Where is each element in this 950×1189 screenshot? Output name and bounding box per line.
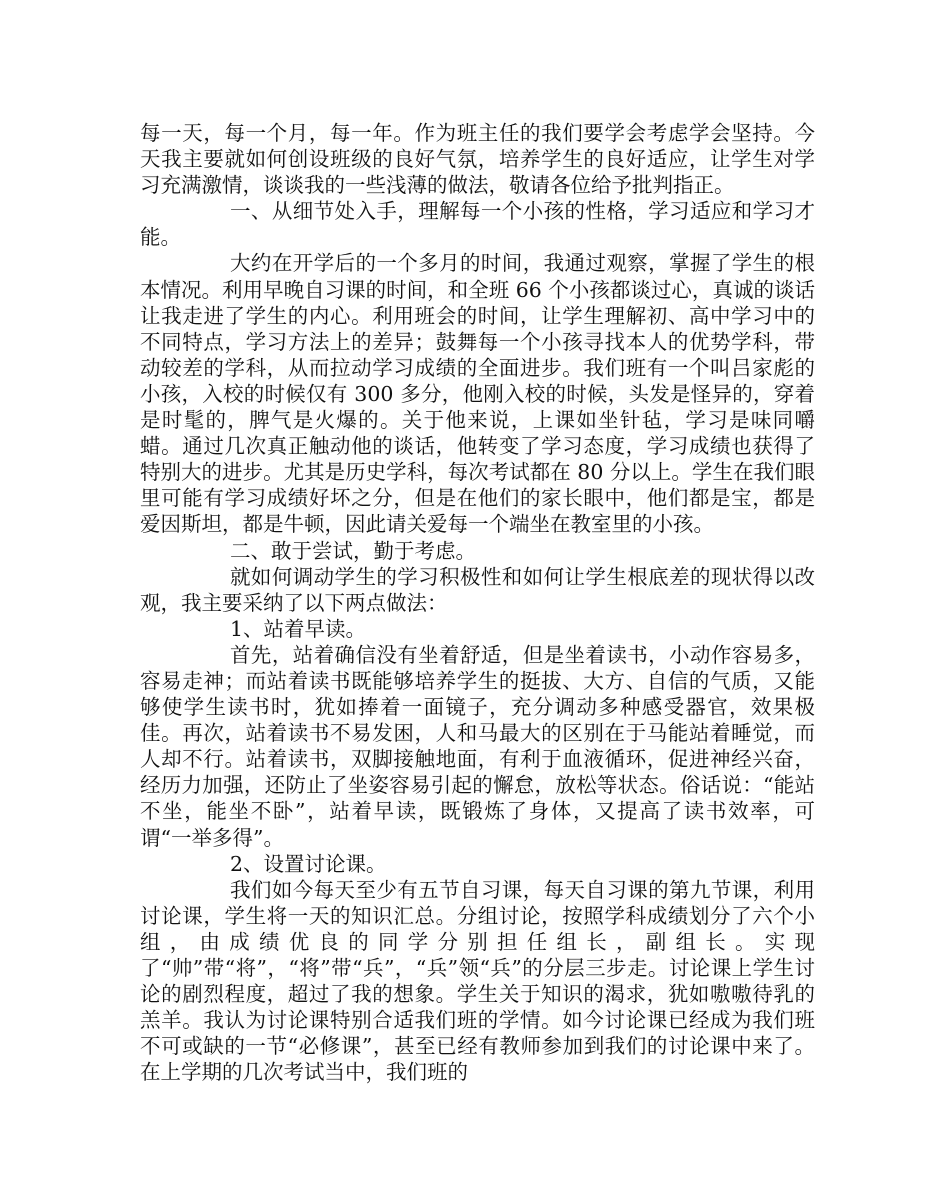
- subheading-standing-reading: 1、站着早读。: [230, 616, 367, 641]
- paragraph-section-1-body: 大约在开学后的一个多月的时间，我通过观察，掌握了学生的根本情况。利用早晚自习课的时间，和全班 66 个小孩都谈过心，真诚的谈话让我走进了学生的内心。利用班会的时间，让学生理解初、高中学习中的不同特点，学习方法上的差异；鼓舞每一个小孩寻找本人的优势学科，带动较差的学科，从而拉动学习成绩的全面进步。我们班有一个叫吕家彪的小孩，入校的时候仅有 300 多分，他刚入校的时候，头发是怪异的，穿着是时髦的，脾气是火爆的。关于他来说，上课如坐针毡，学习是味同嚼蜡。通过几次真正触动他的谈话，他转变了学习态度，学习成绩也获得了特别大的进步。尤其是历史学科，每次考试都在 80 分以上。学生在我们眼里可能有学习成绩好坏之分，但是在他们的家长眼中，他们都是宝，都是爱因斯坦，都是牛顿，因此请关爱每一个端坐在教室里的小孩。: [140, 251, 815, 537]
- paragraph-intro: 每一天，每一个月，每一年。作为班主任的我们要学会考虑学会坚持。今天我主要就如何创设班级的良好气氛，培养学生的良好适应，让学生对学习充满激情，谈谈我的一些浅薄的做法，敬请各位给予批判指正。: [140, 121, 815, 198]
- paragraph-standing-reading: 首先，站着确信没有坐着舒适，但是坐着读书，小动作容易多，容易走神；而站着读书既能够培养学生的挺拔、大方、自信的气质，又能够使学生读书时，犹如捧着一面镜子，充分调动多种感受器官，效果极佳。再次，站着读书不易发困，人和马最大的区别在于马能站着睡觉，而人却不行。站着读书，双脚接触地面，有利于血液循环，促进神经兴奋，经历力加强，还防止了坐姿容易引起的懈怠，放松等状态。俗话说：“能站不坐，能坐不卧”，站着早读，既锻炼了身体，又提高了读书效率，可谓“一举多得”。: [140, 642, 815, 850]
- document-page: [140, 120, 815, 1085]
- section-heading-1: 一、从细节处入手，理解每一个小孩的性格，学习适应和学习才能。: [140, 199, 815, 250]
- subheading-discussion-class: 2、设置讨论课。: [230, 851, 387, 876]
- paragraph-discussion-class: 我们如今每天至少有五节自习课，每天自习课的第九节课，利用讨论课，学生将一天的知识汇总。分组讨论，按照学科成绩划分了六个小组，由成绩优良的同学分别担任组长，副组长。实现了“帅”带“将”，“将”带“兵”，“兵”领“兵”的分层三步走。讨论课上学生讨论的剧烈程度，超过了我的想象。学生关于知识的渴求，犹如嗷嗷待乳的羔羊。我认为讨论课特别合适我们班的学情。如今讨论课已经成为我们班不可或缺的一节“必修课”，甚至已经有教师参加到我们的讨论课中来了。在上学期的几次考试当中，我们班的: [140, 877, 815, 1085]
- paragraph-section-2-intro: 就如何调动学生的学习积极性和如何让学生根底差的现状得以改观，我主要采纳了以下两点做法：: [140, 564, 815, 615]
- section-heading-2: 二、敢于尝试，勤于考虑。: [230, 538, 476, 563]
